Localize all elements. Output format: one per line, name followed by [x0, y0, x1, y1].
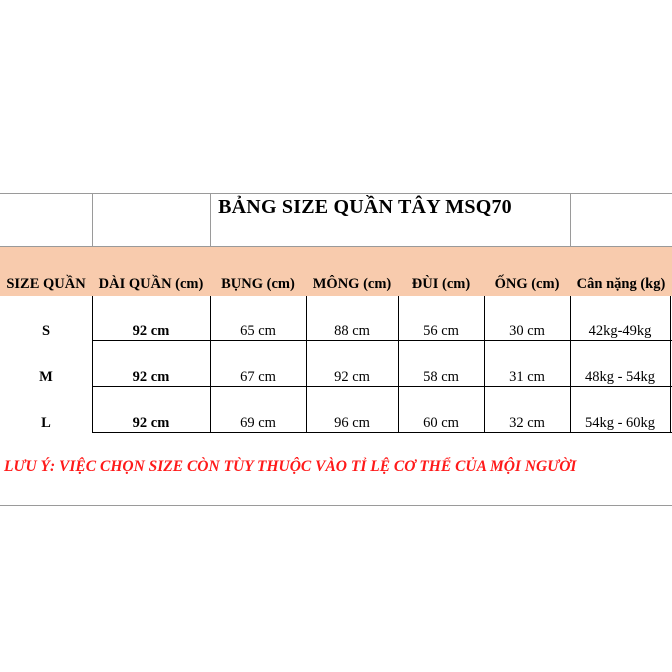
grid-line	[670, 296, 671, 433]
grid-line	[0, 505, 672, 506]
table-cell-thigh: 56 cm	[423, 322, 459, 339]
table-cell-weight: 54kg - 60kg	[584, 414, 656, 431]
table-cell-thigh: 58 cm	[423, 368, 459, 385]
sizing-note: LƯU Ý: VIỆC CHỌN SIZE CÒN TÙY THUỘC VÀO TỈ LỆ CƠ THỂ CỦA MỘI NGƯỜI	[4, 458, 577, 475]
grid-line	[92, 193, 93, 246]
column-header-hip: MÔNG (cm)	[312, 275, 392, 292]
table-cell-waist: 69 cm	[240, 414, 276, 431]
grid-line	[570, 193, 571, 246]
table-cell-hip: 96 cm	[334, 414, 370, 431]
grid-line	[0, 246, 672, 247]
table-cell-weight: 42kg-49kg	[588, 322, 652, 339]
column-header-weight: Cân nặng (kg)	[576, 275, 666, 292]
table-cell-weight: 48kg - 54kg	[584, 368, 656, 385]
column-header-thigh: ĐÙI (cm)	[411, 275, 471, 292]
table-cell-size: S	[41, 322, 51, 339]
table-cell-hip: 92 cm	[334, 368, 370, 385]
table-cell-size: M	[39, 368, 53, 385]
table-cell-leg-opening: 30 cm	[509, 322, 545, 339]
table-cell-length: 92 cm	[132, 414, 170, 431]
table-cell-waist: 67 cm	[240, 368, 276, 385]
table-cell-leg-opening: 32 cm	[509, 414, 545, 431]
table-cell-hip: 88 cm	[334, 322, 370, 339]
table-cell-size: L	[41, 414, 51, 431]
table-title: BẢNG SIZE QUẦN TÂY MSQ70	[218, 195, 512, 218]
table-cell-length: 92 cm	[132, 322, 170, 339]
table-cell-leg-opening: 31 cm	[509, 368, 545, 385]
table-cell-thigh: 60 cm	[423, 414, 459, 431]
column-header-length: DÀI QUẦN (cm)	[98, 275, 204, 292]
table-cell-waist: 65 cm	[240, 322, 276, 339]
column-header-waist: BỤNG (cm)	[221, 275, 295, 292]
table-cell-length: 92 cm	[132, 368, 170, 385]
column-header-size: SIZE QUẦN	[6, 275, 86, 292]
column-header-leg-opening: ỐNG (cm)	[494, 275, 560, 292]
